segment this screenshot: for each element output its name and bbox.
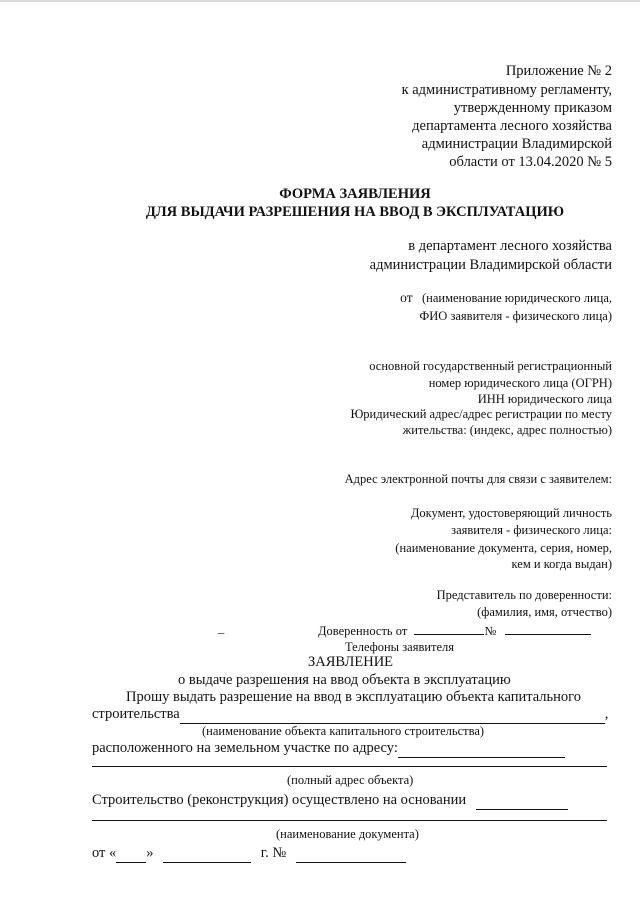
- construction-label: строительства: [92, 706, 180, 722]
- id-doc-line2: заявителя - физического лица:: [451, 523, 612, 537]
- poa-no-label: №: [484, 624, 497, 638]
- rep-line1: Представитель по доверенности:: [436, 588, 612, 602]
- request-line1: Прошу выдать разрешение на ввод в эксплуатацию объекта капитального: [126, 689, 581, 705]
- address-hint: (полный адрес объекта): [287, 773, 414, 787]
- located-label: расположенного на земельном участке по адресу:: [92, 740, 398, 756]
- id-doc-line3: (наименование документа, серия, номер,: [395, 541, 612, 555]
- object-name-hint: (наименование объекта капитального строительства): [202, 724, 485, 738]
- poa-line: [318, 622, 591, 639]
- appendix-line: департамента лесного хозяйства: [412, 118, 612, 134]
- address-continuation-line[interactable]: [92, 766, 607, 767]
- email-line: Адрес электронной почты для связи с заявителем:: [344, 472, 612, 486]
- addressee-line1: в департамент лесного хозяйства: [408, 238, 612, 254]
- poa-number-field[interactable]: [505, 622, 591, 635]
- date-close-quote: »: [146, 845, 154, 861]
- poa-date-field[interactable]: [414, 622, 484, 635]
- ogrn-line1: основной государственный регистрационный: [369, 359, 612, 373]
- appendix-line: Приложение № 2: [505, 63, 612, 79]
- document-hint: (наименование документа): [276, 827, 419, 841]
- stray-dash: _: [218, 621, 225, 635]
- phones-line: Телефоны заявителя: [345, 640, 455, 654]
- appendix-line: утвержденному приказом: [453, 100, 612, 116]
- basis-field[interactable]: [476, 795, 568, 810]
- addressee-line2: администрации Владимирской области: [369, 257, 612, 273]
- from-hint: (наименование юридического лица,: [421, 291, 612, 305]
- ogrn-line2: номер юридического лица (ОГРН): [428, 376, 612, 390]
- located-line: [92, 739, 565, 758]
- appendix-line: администрации Владимирской: [421, 136, 612, 152]
- from-hint-line2: ФИО заявителя - физического лица): [419, 309, 612, 323]
- date-from-label: от «: [92, 845, 117, 861]
- date-number-line: [92, 844, 406, 863]
- statement-title: ЗАЯВЛЕНИЕ: [308, 654, 394, 670]
- comma: ,: [604, 706, 609, 722]
- day-field[interactable]: [116, 848, 146, 863]
- appendix-line: к административному регламенту,: [401, 82, 612, 98]
- address-line1: Юридический адрес/адрес регистрации по месту: [350, 407, 612, 421]
- document-number-field[interactable]: [296, 848, 406, 863]
- rep-line2: (фамилия, имя, отчество): [477, 605, 612, 619]
- scan-edge: [0, 0, 640, 2]
- from-line: [400, 289, 612, 307]
- land-address-field[interactable]: [398, 743, 565, 758]
- form-title-line1: ФОРМА ЗАЯВЛЕНИЯ: [279, 186, 431, 202]
- poa-from-label: Доверенность от: [318, 624, 408, 638]
- statement-subtitle: о выдаче разрешения на ввод объекта в эксплуатацию: [178, 672, 511, 688]
- form-title-line2: ДЛЯ ВЫДАЧИ РАЗРЕШЕНИЯ НА ВВОД В ЭКСПЛУАТАЦИЮ: [145, 204, 565, 220]
- object-name-field[interactable]: [180, 709, 605, 724]
- basis-label: Строительство (реконструкция) осуществлено на основании: [92, 792, 467, 808]
- year-number-label: г. №: [260, 845, 287, 861]
- request-line2: [92, 705, 608, 724]
- document-continuation-line[interactable]: [92, 820, 607, 821]
- inn-line: ИНН юридического лица: [477, 392, 612, 406]
- id-doc-line4: кем и когда выдан): [511, 557, 612, 571]
- month-year-field[interactable]: [163, 848, 251, 863]
- from-label: от: [400, 290, 413, 305]
- id-doc-line1: Документ, удостоверяющий личность: [410, 506, 612, 520]
- basis-line: [92, 791, 568, 810]
- appendix-line: области от 13.04.2020 № 5: [449, 154, 612, 170]
- address-line2: жительства: (индекс, адрес полностью): [402, 423, 612, 437]
